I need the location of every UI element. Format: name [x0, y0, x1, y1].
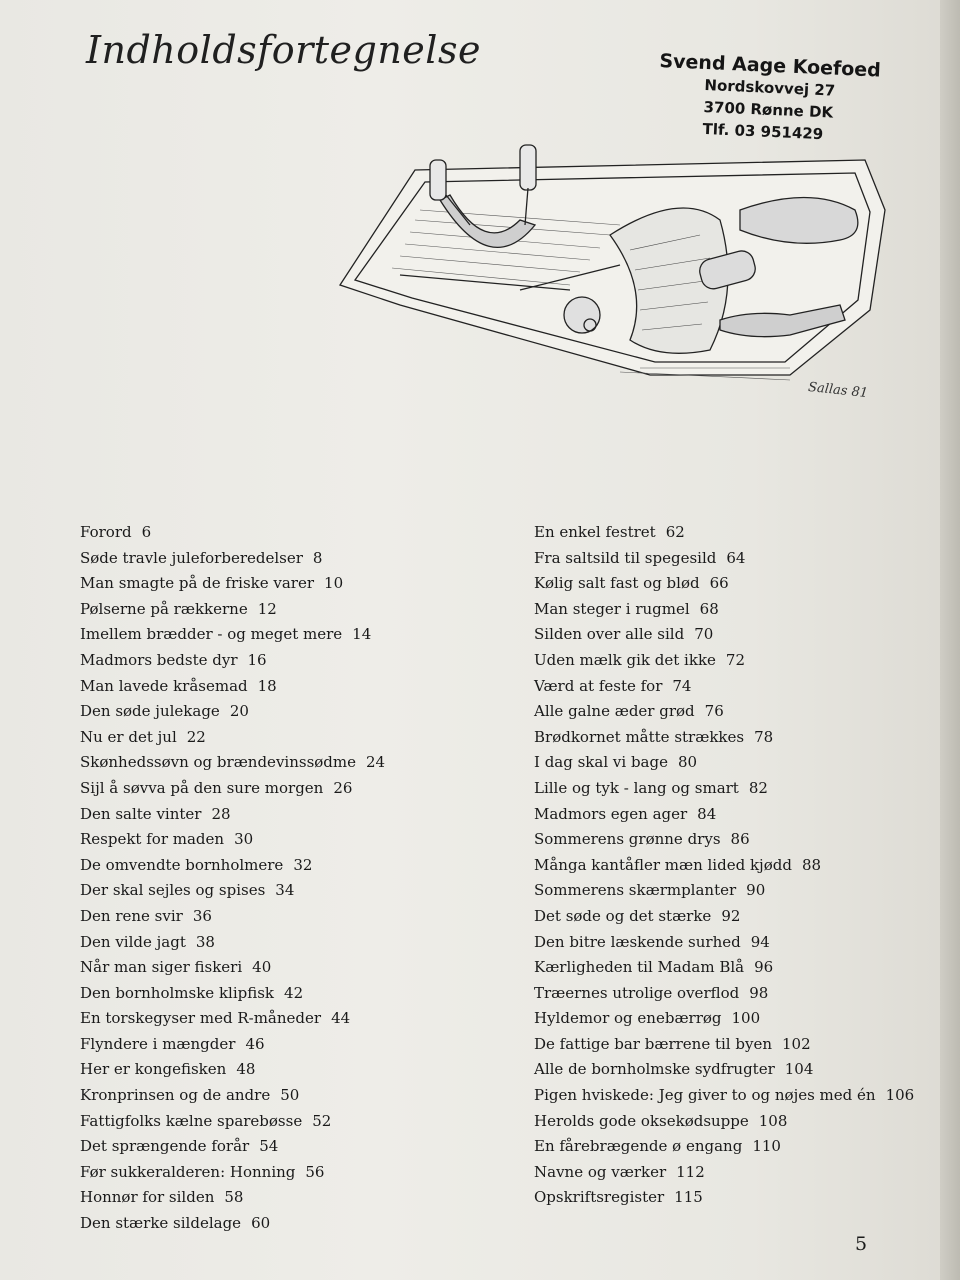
toc-entry-title: Lille og tyk - lang og smart: [534, 778, 739, 797]
toc-entry: [534, 853, 914, 879]
toc-entry-title: Honnør for silden: [80, 1188, 215, 1207]
toc-entry: [534, 981, 914, 1007]
toc-entry-title: De omvendte bornholmere: [80, 855, 284, 874]
toc-entry-title: Fra saltsild til spegesild: [534, 548, 717, 567]
toc-entry-title: Brødkornet måtte strækkes: [534, 727, 745, 746]
toc-entry: [534, 622, 914, 648]
toc-entry-title: Herolds gode oksekødsuppe: [534, 1111, 749, 1130]
toc-entry-page: 86: [730, 830, 750, 849]
toc-entry: [80, 520, 385, 546]
toc-entry: [534, 1185, 914, 1211]
toc-entry-title: Det sprængende forår: [80, 1137, 250, 1156]
toc-left-column: [80, 520, 385, 1237]
toc-entry: [534, 904, 914, 930]
toc-entry-page: 36: [192, 906, 212, 925]
toc-entry-page: 42: [284, 983, 304, 1002]
toc-entry-page: 92: [721, 906, 741, 925]
toc-entry: [80, 878, 385, 904]
toc-entry-title: Sommerens grønne drys: [534, 830, 721, 849]
toc-entry: [80, 597, 385, 623]
toc-entry-title: Skønhedssøvn og brændevinssødme: [80, 753, 356, 772]
toc-entry-title: I dag skal vi bage: [534, 753, 668, 772]
toc-entry-page: 80: [677, 753, 698, 772]
toc-entry: [80, 1211, 385, 1237]
toc-entry-page: 40: [252, 958, 272, 977]
page-title: Indholdsfortegnelse: [86, 28, 481, 72]
toc-entry: [534, 1109, 914, 1135]
cutting-board-with-knives-icon: [320, 140, 890, 390]
toc-entry: [534, 827, 914, 853]
toc-entry: [80, 1057, 385, 1083]
toc-entry: [80, 853, 385, 879]
toc-entry: [80, 981, 385, 1007]
toc-entry-page: 104: [784, 1060, 814, 1079]
toc-entry-page: 64: [726, 548, 746, 567]
toc-entry: [534, 674, 914, 700]
toc-entry-title: Madmors bedste dyr: [80, 650, 238, 669]
toc-entry-page: 70: [694, 625, 714, 644]
toc-entry-title: Det søde og det stærke: [534, 906, 712, 925]
toc-entry-page: 98: [749, 983, 769, 1002]
toc-entry: [80, 904, 385, 930]
page-number: 5: [855, 1233, 868, 1255]
stamp-street: Nordskovvej 27: [704, 75, 836, 100]
toc-entry-page: 106: [885, 1086, 915, 1105]
toc-entry-title: Den bornholmske klipfisk: [80, 983, 275, 1002]
toc-entry-page: 112: [676, 1162, 705, 1181]
toc-entry: [80, 1109, 385, 1135]
toc-entry: [534, 750, 914, 776]
toc-entry: [80, 750, 385, 776]
toc-entry-page: 48: [236, 1060, 256, 1079]
toc-entry-title: Silden over alle sild: [534, 625, 685, 644]
toc-entry-page: 14: [352, 625, 372, 644]
toc-entry-page: 96: [754, 958, 774, 977]
toc-entry-page: 62: [665, 523, 685, 541]
toc-entry-page: 90: [746, 881, 766, 900]
toc-entry-title: Fattigfolks kælne sparebøsse: [80, 1111, 303, 1130]
toc-entry-page: 60: [251, 1214, 271, 1233]
toc-entry-title: Søde travle juleforberedelser: [80, 548, 303, 567]
toc-entry-page: 44: [331, 1009, 351, 1028]
toc-entry-page: 12: [257, 599, 277, 618]
toc-entry-title: Her er kongefisken: [80, 1060, 227, 1079]
toc-entry-title: Den rene svir: [80, 906, 183, 925]
toc-entry-title: Uden mælk gik det ikke: [534, 650, 716, 669]
toc-entry: [80, 802, 385, 828]
toc-entry-title: Før sukkeralderen: Honning: [80, 1162, 296, 1181]
toc-entry: [80, 648, 385, 674]
page-edge: [940, 0, 960, 1280]
toc-entry-title: Man lavede kråsemad: [80, 676, 248, 695]
toc-entry: [534, 1006, 914, 1032]
toc-entry: [534, 699, 914, 725]
toc-entry-title: Hyldemor og enebærrøg: [534, 1009, 722, 1028]
toc-entry: [80, 725, 385, 751]
toc-entry-title: En enkel festret: [534, 523, 656, 541]
toc-entry-page: 24: [366, 753, 386, 772]
stamp-owner-name: Svend Aage Koefoed: [659, 50, 882, 82]
toc-entry-page: 22: [186, 727, 206, 746]
toc-entry: [534, 802, 914, 828]
toc-entry-page: 10: [324, 574, 344, 593]
toc-entry-title: Træernes utrolige overflod: [534, 983, 740, 1002]
toc-entry-page: 66: [709, 574, 729, 593]
toc-entry-page: 20: [229, 702, 249, 721]
toc-entry-title: Madmors egen ager: [534, 804, 688, 823]
toc-entry-page: 16: [247, 650, 267, 669]
toc-entry-page: 46: [245, 1034, 265, 1053]
toc-entry-page: 108: [758, 1111, 788, 1130]
address-stamp: [656, 50, 890, 148]
toc-entry-page: 76: [704, 702, 724, 721]
toc-entry-page: 18: [257, 676, 277, 695]
toc-entry-title: Alle de bornholmske sydfrugter: [534, 1060, 775, 1079]
toc-entry: [80, 546, 385, 572]
toc-entry: [534, 878, 914, 904]
toc-entry: [80, 930, 385, 956]
toc-entry: [80, 1032, 385, 1058]
toc-entry-title: Många kantåfler mæn lided kjødd: [534, 855, 792, 874]
toc-entry-page: 78: [754, 727, 774, 746]
toc-entry: [80, 827, 385, 853]
toc-entry-page: 68: [699, 599, 719, 618]
toc-entry-page: 50: [280, 1086, 300, 1105]
toc-entry-page: 54: [259, 1137, 279, 1156]
toc-entry-title: Forord: [80, 523, 132, 541]
illustrator-signature: Sallas 81: [807, 379, 869, 402]
toc-entry: [534, 648, 914, 674]
toc-entry-page: 100: [731, 1009, 761, 1028]
toc-entry-title: Imellem brædder - og meget mere: [80, 625, 343, 644]
toc-entry: [534, 546, 914, 572]
toc-entry-title: De fattige bar bærrene til byen: [534, 1034, 772, 1053]
toc-entry: [80, 1006, 385, 1032]
toc-entry-page: 72: [725, 650, 746, 669]
toc-entry: [80, 1160, 385, 1186]
toc-entry-title: En fårebrægende ø engang: [534, 1137, 743, 1156]
toc-entry-title: Nu er det jul: [80, 727, 177, 746]
toc-entry-title: Kølig salt fast og blød: [534, 574, 700, 593]
toc-entry-title: Man smagte på de friske varer: [80, 574, 315, 593]
toc-right-column: [534, 520, 914, 1211]
toc-entry-page: 84: [697, 804, 717, 823]
toc-entry-title: Når man siger fiskeri: [80, 958, 243, 977]
toc-entry: [534, 955, 914, 981]
toc-entry-title: Respekt for maden: [80, 830, 225, 849]
toc-entry: [534, 597, 914, 623]
toc-entry: [534, 520, 914, 546]
toc-entry-page: 82: [748, 778, 768, 797]
toc-entry-title: Sommerens skærmplanter: [534, 881, 737, 900]
toc-entry-title: Alle galne æder grød: [534, 702, 695, 721]
toc-entry-page: 30: [234, 830, 254, 849]
toc-entry-title: Man steger i rugmel: [534, 599, 690, 618]
toc-entry: [534, 1160, 914, 1186]
toc-entry-page: 34: [275, 881, 295, 900]
toc-entry: [534, 1057, 914, 1083]
toc-entry-title: Den vilde jagt: [80, 932, 186, 951]
toc-entry: [534, 1032, 914, 1058]
toc-entry: [534, 571, 914, 597]
toc-entry: [534, 1134, 914, 1160]
toc-entry: [80, 1134, 385, 1160]
toc-entry: [80, 1083, 385, 1109]
toc-entry: [534, 1083, 914, 1109]
toc-entry-title: Der skal sejles og spises: [80, 881, 266, 900]
toc-entry-page: 6: [141, 523, 152, 541]
toc-entry-title: Den søde julekage: [80, 702, 220, 721]
toc-entry-page: 58: [224, 1188, 244, 1207]
toc-entry-title: Flyndere i mængder: [80, 1034, 236, 1053]
toc-entry-title: Navne og værker: [534, 1162, 667, 1181]
toc-entry-page: 8: [312, 548, 323, 567]
toc-entry-page: 110: [752, 1137, 781, 1156]
toc-entry-title: Pølserne på rækkerne: [80, 599, 248, 618]
toc-entry-title: Den bitre læskende surhed: [534, 932, 741, 951]
stamp-phone: Tlf. 03 951429: [702, 119, 824, 144]
toc-entry-title: Kronprinsen og de andre: [80, 1086, 271, 1105]
toc-entry-title: Værd at feste for: [534, 676, 663, 695]
toc-entry-page: 88: [801, 855, 822, 874]
toc-entry-page: 94: [750, 932, 770, 951]
toc-entry-page: 26: [333, 778, 353, 797]
toc-entry-page: 115: [674, 1188, 703, 1207]
toc-entry-title: Pigen hviskede: Jeg giver to og nøjes med én: [534, 1086, 876, 1105]
toc-entry: [80, 955, 385, 981]
toc-entry-title: Den stærke sildelage: [80, 1214, 242, 1233]
toc-entry: [80, 776, 385, 802]
toc-entry: [80, 674, 385, 700]
toc-entry-page: 32: [293, 855, 313, 874]
toc-entry: [80, 622, 385, 648]
toc-entry-page: 38: [195, 932, 215, 951]
toc-entry-page: 102: [781, 1034, 811, 1053]
stamp-city: 3700 Rønne DK: [703, 97, 834, 122]
toc-entry: [534, 725, 914, 751]
toc-entry-title: Sijl å søvva på den sure morgen: [80, 778, 324, 797]
toc-entry-title: Kærligheden til Madam Blå: [534, 958, 745, 977]
toc-entry-page: 52: [312, 1111, 332, 1130]
toc-entry: [534, 930, 914, 956]
toc-entry-page: 74: [672, 676, 692, 695]
toc-entry-title: Den salte vinter: [80, 804, 202, 823]
toc-entry: [534, 776, 914, 802]
toc-entry: [80, 1185, 385, 1211]
toc-entry: [80, 571, 385, 597]
toc-entry-page: 28: [211, 804, 231, 823]
toc-entry-title: Opskriftsregister: [534, 1188, 665, 1207]
toc-entry-page: 56: [305, 1162, 325, 1181]
toc-entry: [80, 699, 385, 725]
toc-entry-title: En torskegyser med R-måneder: [80, 1009, 322, 1028]
